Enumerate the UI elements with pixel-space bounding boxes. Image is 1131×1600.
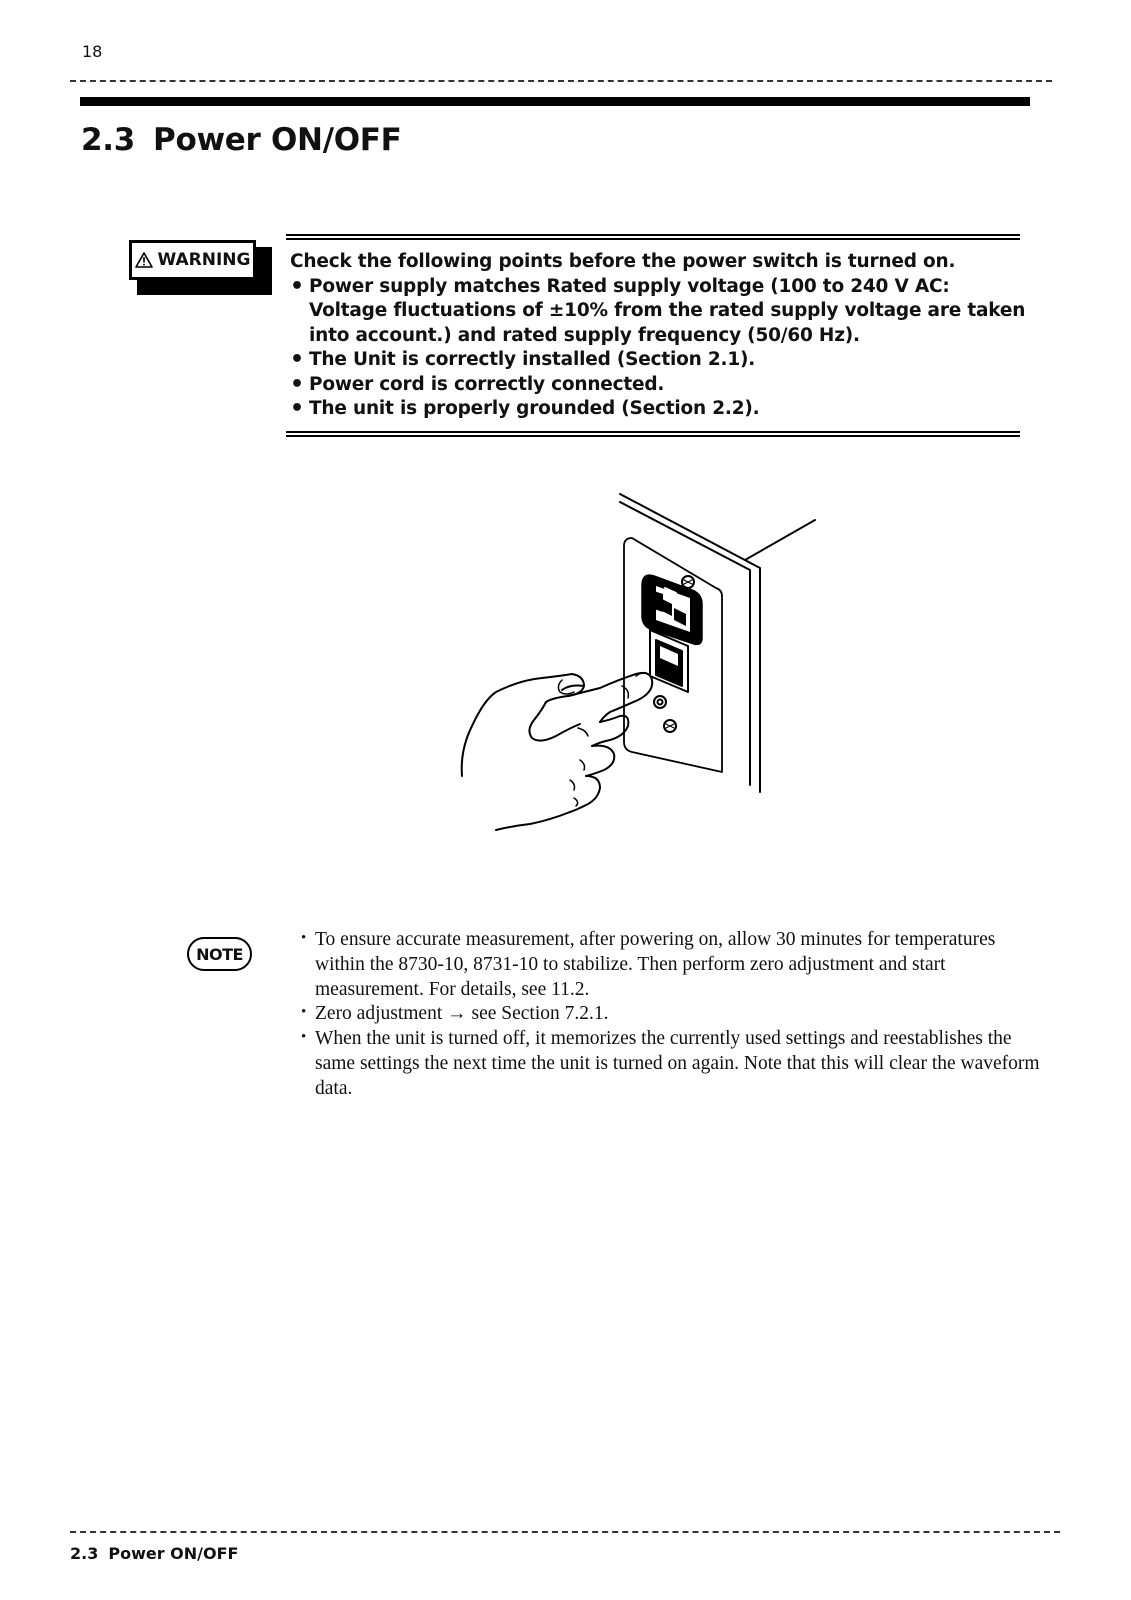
note-badge: NOTE	[187, 937, 252, 971]
warning-item: • Power supply matches Rated supply voltage (100 to 240 V AC: Voltage fluctuations of ±10% from the rated supply voltage are taken into account.) and rated supply frequency (50/60 Hz).	[290, 275, 1030, 349]
warning-label: WARNING	[157, 250, 251, 270]
footer-section-number: 2.3	[70, 1544, 99, 1563]
note-content	[300, 928, 1040, 1102]
note-list	[300, 928, 1040, 1102]
page-number: 18	[82, 42, 103, 61]
footer-section-title	[70, 1544, 238, 1563]
power-switch-illustration	[460, 480, 840, 860]
footer-divider	[70, 1531, 1060, 1533]
warning-badge	[129, 240, 256, 280]
footer-section-title-text: Power ON/OFF	[108, 1544, 239, 1563]
warning-intro: Check the following points before the power switch is turned on.	[290, 251, 956, 272]
section-number: 2.3	[81, 122, 136, 158]
section-title	[81, 122, 402, 158]
warning-item: • The Unit is correctly installed (Section 2.1).	[290, 348, 1030, 373]
section-title-text: Power ON/OFF	[153, 122, 402, 158]
warning-list	[290, 275, 1030, 422]
warning-item: • The unit is properly grounded (Section 2.2).	[290, 397, 1030, 422]
warning-triangle-icon	[135, 252, 153, 268]
warning-rule-bottom	[286, 431, 1020, 437]
warning-rule-top	[286, 234, 1020, 240]
header-divider	[70, 80, 1052, 82]
heading-bar	[80, 97, 1030, 106]
note-item: • To ensure accurate measurement, after powering on, allow 30 minutes for temperatures within the 8730-10, 8731-10 to stabilize. Then perform zero adjustment and start measurement. For details, see 11.2.	[300, 928, 1040, 1002]
note-item: • When the unit is turned off, it memorizes the currently used settings and reestablishes the same settings the next time the unit is turned on again. Note that this will clear the waveform data.	[300, 1027, 1040, 1101]
note-item: • Zero adjustment → see Section 7.2.1.	[300, 1002, 1040, 1027]
warning-item: • Power cord is correctly connected.	[290, 373, 1030, 398]
warning-content	[290, 250, 1030, 422]
